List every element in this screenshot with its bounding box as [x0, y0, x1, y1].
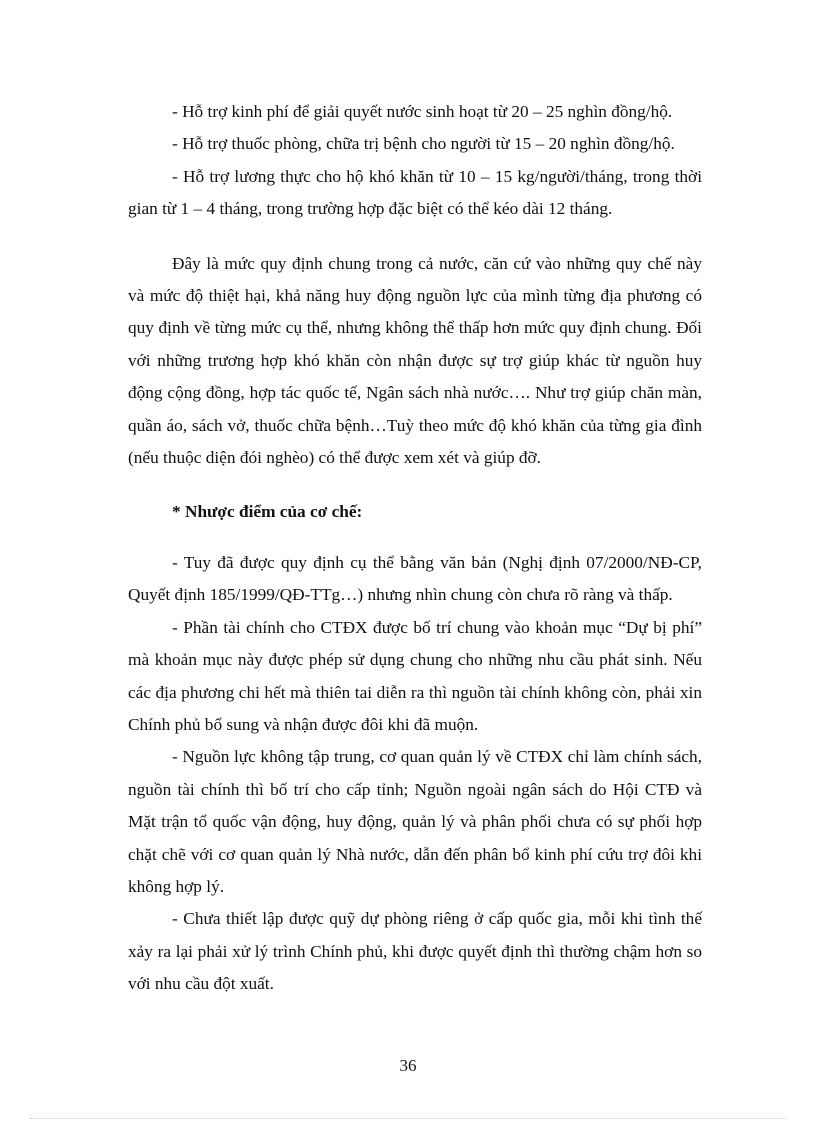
weakness-item-finance: - Phần tài chính cho CTĐX được bố trí chung vào khoản mục “Dự bị phí” mà khoản mục này được phép sử dụng chung cho những nhu cầu phát sinh. Nếu các địa phương chi hết mà thiên tai diễn ra thì nguồn tài chính không còn, phải xin Chính phủ bổ sung và nhận được đôi khi đã muộn.	[128, 617, 702, 734]
general-regulation-paragraph: Đây là mức quy định chung trong cả nước, căn cứ vào những quy chế này và mức độ thiệt hại, khả năng huy động nguồn lực của mình từng địa phương có quy định về từng mức cụ thể, nhưng không thể thấp hơn mức quy định chung. Đối với những trương hợp khó khăn còn nhận được sự trợ giúp khác từ nguồn huy động cộng đồng, hợp tác quốc tế, Ngân sách nhà nước…. Như trợ giúp chăn màn, quần áo, sách vở, thuốc chữa bệnh…Tuỳ theo mức độ khó khăn của từng gia đình (nếu thuộc diện đói nghèo) có thể được xem xét và giúp đỡ.	[128, 253, 702, 468]
page-body	[128, 96, 702, 1001]
footer-divider	[30, 1118, 786, 1119]
weakness-heading: * Nhược điểm của cơ chế:	[172, 502, 363, 522]
weakness-item-resources: - Nguồn lực không tập trung, cơ quan quản lý về CTĐX chỉ làm chính sách, nguồn tài chính thì bố trí cho cấp tỉnh; Nguồn ngoài ngân sách do Hội CTĐ và Mặt trận tổ quốc vận động, huy động, quản lý và phân phối chưa có sự phối hợp chặt chẽ với cơ quan quản lý Nhà nước, dẫn đến phân bổ kinh phí cứu trợ đôi khi không hợp lý.	[128, 747, 702, 896]
page-number: 36	[399, 1056, 417, 1075]
support-item-water: - Hỗ trợ kinh phí để giải quyết nước sinh hoạt từ 20 – 25 nghìn đồng/hộ.	[172, 102, 673, 121]
support-item-medicine: - Hỗ trợ thuốc phòng, chữa trị bệnh cho người từ 15 – 20 nghìn đồng/hộ.	[172, 134, 675, 154]
weakness-item-regulation: - Tuy đã được quy định cụ thể bằng văn bản (Nghị định 07/2000/NĐ-CP, Quyết định 185/1999/QĐ-TTg…) nhưng nhìn chung còn chưa rõ ràng và thấp.	[128, 552, 702, 605]
weakness-item-reserve-fund: - Chưa thiết lập được quỹ dự phòng riêng ở cấp quốc gia, mỗi khi tình thế xảy ra lại phải xử lý trình Chính phủ, khi được quyết định thì thường chậm hơn so với nhu cầu đột xuất.	[128, 909, 702, 994]
support-item-food: - Hỗ trợ lương thực cho hộ khó khăn từ 10 – 15 kg/người/tháng, trong thời gian từ 1 – 4 tháng, trong trường hợp đặc biệt có thể kéo dài 12 tháng.	[128, 166, 702, 219]
